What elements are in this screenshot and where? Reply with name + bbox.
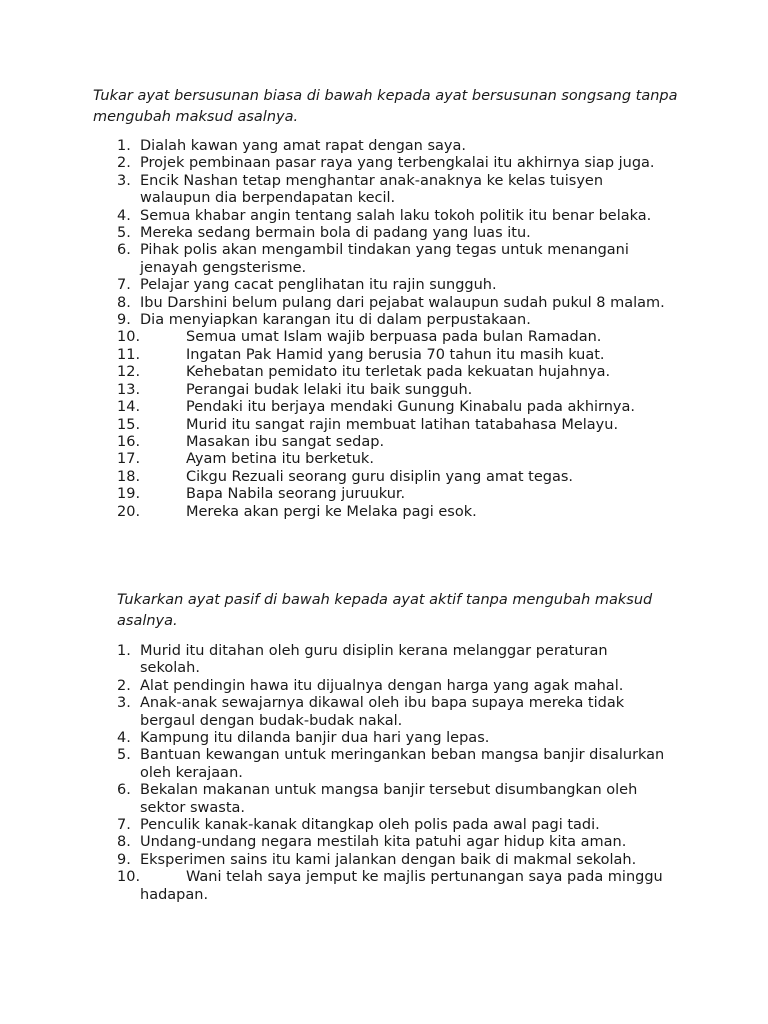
list-item: [0, 399, 768, 416]
item-number: 10.: [117, 329, 141, 346]
item-number: 6.: [117, 242, 131, 259]
item-number: 5.: [117, 747, 131, 764]
item-text: Pelajar yang cacat penglihatan itu rajin sungguh.: [140, 277, 497, 294]
item-text: Projek pembinaan pasar raya yang terbengkalai itu akhirnya siap juga.: [140, 155, 655, 172]
item-text: Kehebatan pemidato itu terletak pada kekuatan hujahnya.: [186, 364, 611, 381]
section2-list: [0, 643, 768, 904]
item-text: Murid itu ditahan oleh guru disiplin kerana melanggar peraturan sekolah.: [140, 643, 608, 677]
item-text: Kampung itu dilanda banjir dua hari yang lepas.: [140, 730, 490, 747]
item-text: Semua khabar angin tentang salah laku tokoh politik itu benar belaka.: [140, 207, 652, 224]
item-number: 14.: [117, 399, 141, 416]
section2-instruction: Tukarkan ayat pasif di bawah kepada ayat aktif tanpa mengubah maksud asalnya.: [117, 592, 653, 629]
item-number: 12.: [117, 364, 141, 381]
list-item: [0, 504, 768, 521]
item-number: 2.: [117, 155, 131, 172]
item-number: 10.: [117, 869, 141, 886]
list-item: [0, 155, 768, 172]
list-item: [0, 329, 768, 346]
list-item: [0, 242, 768, 277]
list-item: [0, 382, 768, 399]
list-item: [0, 782, 768, 817]
item-number: 15.: [117, 416, 141, 433]
list-item: [0, 138, 768, 155]
item-text: Bapa Nabila seorang juruukur.: [186, 486, 406, 503]
section1-list: [0, 138, 768, 521]
item-text: Ibu Darshini belum pulang dari pejabat walaupun sudah pukul 8 malam.: [140, 294, 665, 311]
list-item: [0, 417, 768, 434]
item-text: Undang-undang negara mestilah kita patuhi agar hidup kita aman.: [140, 834, 627, 851]
item-text: Masakan ibu sangat sedap.: [186, 433, 385, 450]
item-text: Ingatan Pak Hamid yang berusia 70 tahun itu masih kuat.: [186, 346, 605, 363]
item-number: 1.: [117, 643, 131, 659]
item-number: 18.: [117, 468, 141, 485]
list-item: [0, 295, 768, 312]
list-item: [0, 173, 768, 208]
item-number: 19.: [117, 486, 141, 503]
list-item: [0, 277, 768, 294]
item-text: Ayam betina itu berketuk.: [186, 451, 374, 468]
item-number: 2.: [117, 677, 131, 694]
list-item: [0, 834, 768, 851]
item-number: 9.: [117, 851, 131, 868]
item-text: Pihak polis akan mengambil tindakan yang tegas untuk menangani jenayah gengsterisme.: [140, 242, 629, 276]
list-item: [0, 486, 768, 503]
item-text: Penculik kanak-kanak ditangkap oleh polis pada awal pagi tadi.: [140, 817, 600, 834]
item-text: Semua umat Islam wajib berpuasa pada bulan Ramadan.: [186, 329, 602, 346]
list-item: [0, 469, 768, 486]
list-item: [0, 643, 768, 678]
list-item: [0, 364, 768, 381]
item-number: 4.: [117, 207, 131, 224]
list-item: [0, 225, 768, 242]
list-item: [0, 312, 768, 329]
list-item: [0, 695, 768, 730]
item-number: 7.: [117, 277, 131, 294]
section1-instruction: Tukar ayat bersusunan biasa di bawah kepada ayat bersusunan songsang tanpa mengubah maksud asalnya.: [93, 88, 678, 125]
item-text: Dia menyiapkan karangan itu di dalam perpustakaan.: [140, 312, 531, 329]
item-text: Mereka akan pergi ke Melaka pagi esok.: [186, 503, 477, 520]
item-text: Anak-anak sewajarnya dikawal oleh ibu bapa supaya mereka tidak bergaul dengan budak-budak nakal.: [140, 695, 625, 729]
list-item: [0, 678, 768, 695]
list-item: [0, 869, 768, 904]
item-number: 1.: [117, 138, 131, 154]
item-number: 7.: [117, 817, 131, 834]
item-number: 20.: [117, 503, 141, 520]
item-number: 9.: [117, 312, 131, 329]
item-number: 3.: [117, 695, 131, 712]
item-text: Eksperimen sains itu kami jalankan dengan baik di makmal sekolah.: [140, 851, 637, 868]
item-number: 11.: [117, 346, 141, 363]
list-item: [0, 730, 768, 747]
item-number: 5.: [117, 225, 131, 242]
item-number: 4.: [117, 730, 131, 747]
item-text: Alat pendingin hawa itu dijualnya dengan harga yang agak mahal.: [140, 677, 624, 694]
item-text: Encik Nashan tetap menghantar anak-anaknya ke kelas tuisyen walaupun dia berpendapatan kecil.: [140, 172, 604, 207]
list-item: [0, 208, 768, 225]
item-text: Cikgu Rezuali seorang guru disiplin yang amat tegas.: [186, 468, 573, 485]
item-number: 17.: [117, 451, 141, 468]
item-text: Mereka sedang bermain bola di padang yang luas itu.: [140, 225, 531, 242]
list-item: [0, 451, 768, 468]
item-number: 6.: [117, 782, 131, 799]
item-number: 3.: [117, 172, 131, 189]
list-item: [0, 747, 768, 782]
item-text: Perangai budak lelaki itu baik sungguh.: [186, 381, 473, 398]
item-text: Pendaki itu berjaya mendaki Gunung Kinabalu pada akhirnya.: [186, 399, 636, 416]
item-text: Murid itu sangat rajin membuat latihan tatabahasa Melayu.: [186, 416, 619, 433]
item-number: 16.: [117, 433, 141, 450]
item-text: Bantuan kewangan untuk meringankan beban mangsa banjir disalurkan oleh kerajaan.: [140, 747, 665, 781]
item-text: Bekalan makanan untuk mangsa banjir tersebut disumbangkan oleh sektor swasta.: [140, 782, 638, 816]
item-text: Wani telah saya jemput ke majlis pertunangan saya pada minggu hadapan.: [140, 869, 663, 903]
list-item: [0, 852, 768, 869]
item-number: 8.: [117, 834, 131, 851]
item-text: Dialah kawan yang amat rapat dengan saya.: [140, 138, 466, 154]
list-item: [0, 434, 768, 451]
list-item: [0, 817, 768, 834]
item-number: 8.: [117, 294, 131, 311]
item-number: 13.: [117, 381, 141, 398]
list-item: [0, 347, 768, 364]
